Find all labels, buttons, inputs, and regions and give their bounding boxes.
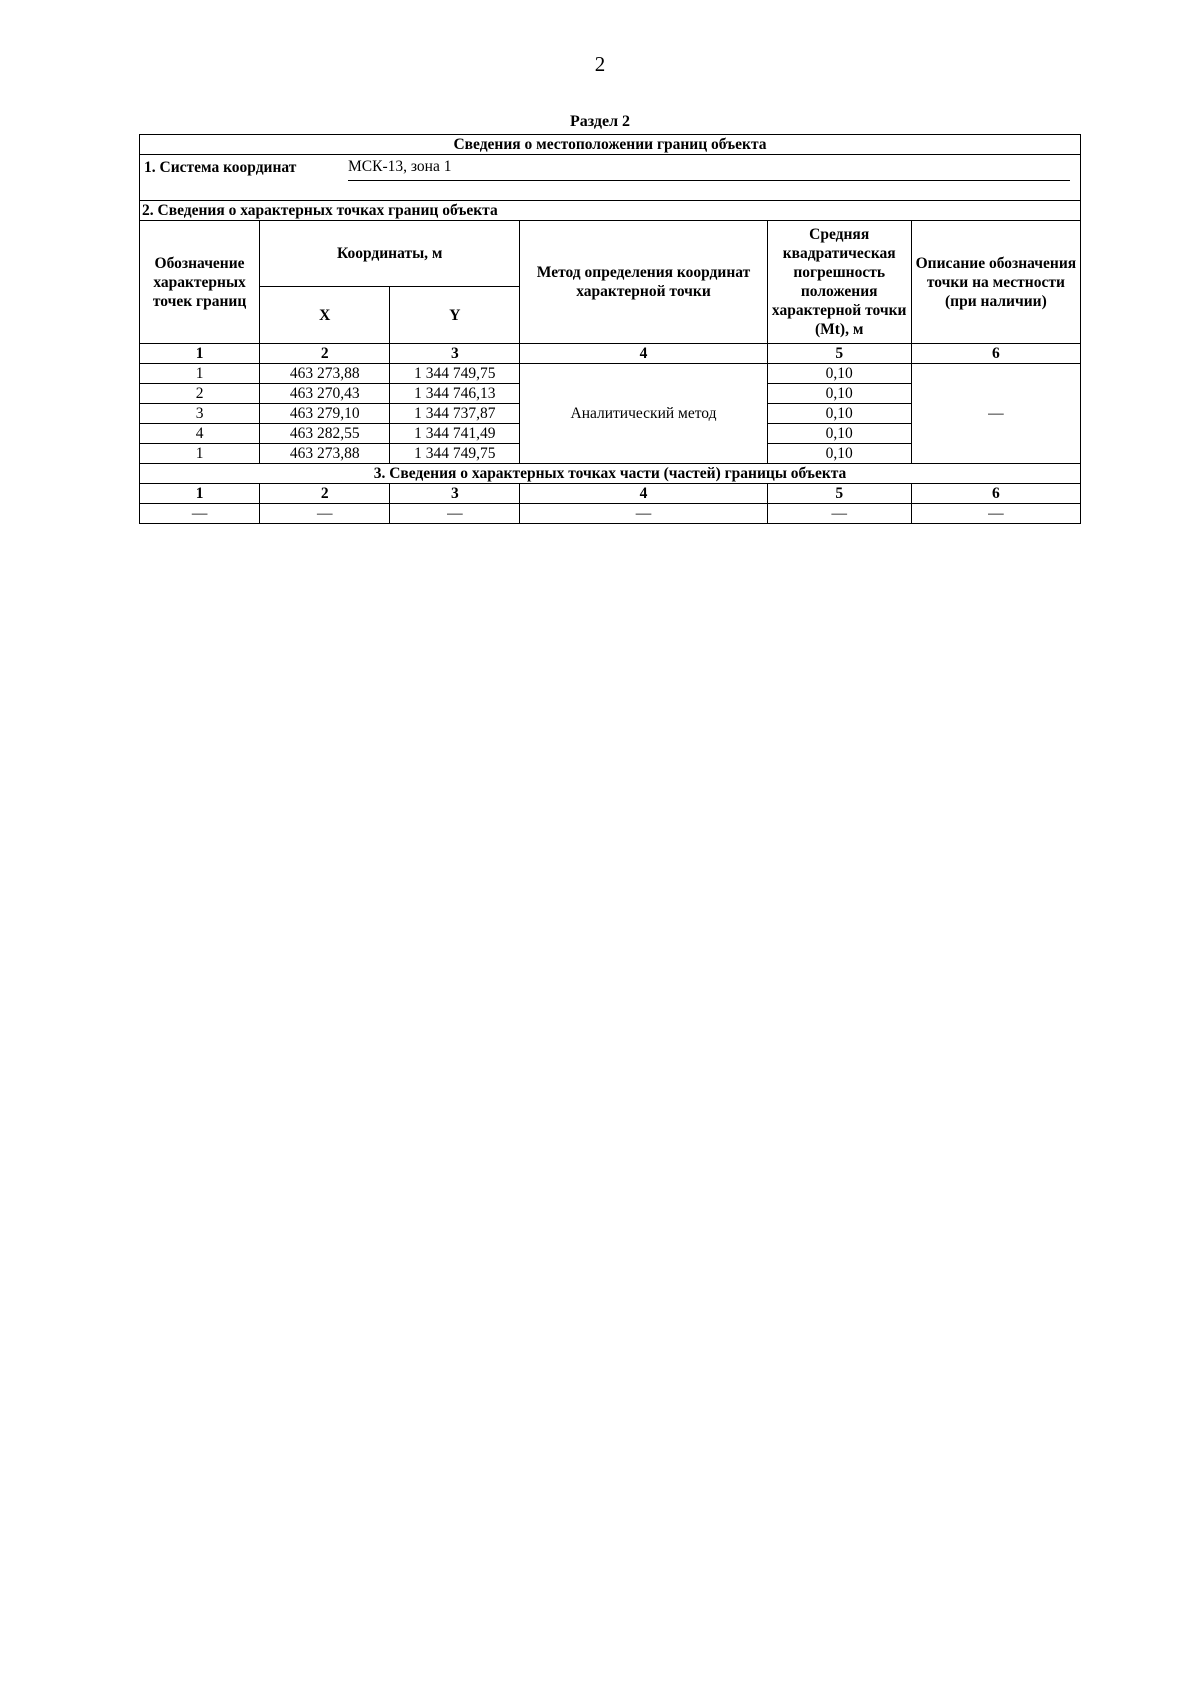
parts-cell: — <box>767 504 911 524</box>
description-value: — <box>911 364 1080 464</box>
point-id: 1 <box>140 444 260 464</box>
page-number: 2 <box>594 52 606 76</box>
coordinate-system-label: 1. Система координат <box>144 159 297 176</box>
column-number: 5 <box>767 344 911 364</box>
column-number: 3 <box>390 484 520 504</box>
point-id: 4 <box>140 424 260 444</box>
column-number: 6 <box>911 484 1080 504</box>
method-value: Аналитический метод <box>520 364 767 464</box>
parts-cell: — <box>520 504 767 524</box>
point-id: 2 <box>140 384 260 404</box>
column-number: 5 <box>767 484 911 504</box>
parts-cell: — <box>390 504 520 524</box>
parts-cell: — <box>140 504 260 524</box>
points-section-title: 2. Сведения о характерных точках границ объекта <box>140 201 1081 221</box>
point-y: 1 344 749,75 <box>390 364 520 384</box>
point-id: 1 <box>140 364 260 384</box>
column-number: 1 <box>140 484 260 504</box>
table-row <box>140 504 1081 524</box>
parts-cell: — <box>911 504 1080 524</box>
coordinate-system-underline <box>348 180 1070 181</box>
point-x: 463 273,88 <box>260 364 390 384</box>
coordinate-system-row <box>140 155 1081 201</box>
column-number: 3 <box>390 344 520 364</box>
boundary-table <box>139 134 1081 524</box>
column-number: 4 <box>520 344 767 364</box>
header-coordinates: Координаты, м <box>260 221 520 287</box>
coordinate-system-value: МСК-13, зона 1 <box>348 158 452 175</box>
header-mean-error: Средняя квадратическая погрешность положения характерной точки (Mt), м <box>767 221 911 344</box>
point-id: 3 <box>140 404 260 424</box>
header-y: Y <box>390 287 520 344</box>
section-title: Раздел 2 <box>569 113 631 130</box>
header-method: Метод определения координат характерной точки <box>520 221 767 344</box>
column-number: 2 <box>260 344 390 364</box>
point-mt: 0,10 <box>767 424 911 444</box>
header-point-designation: Обозначение характерных точек границ <box>140 221 260 344</box>
point-y: 1 344 741,49 <box>390 424 520 444</box>
parts-cell: — <box>260 504 390 524</box>
header-description: Описание обозначения точки на местности (при наличии) <box>911 221 1080 344</box>
parts-section-title: 3. Сведения о характерных точках части (частей) границы объекта <box>140 464 1081 484</box>
point-x: 463 282,55 <box>260 424 390 444</box>
point-y: 1 344 746,13 <box>390 384 520 404</box>
column-number: 1 <box>140 344 260 364</box>
point-mt: 0,10 <box>767 404 911 424</box>
table-row <box>140 364 1081 384</box>
point-y: 1 344 749,75 <box>390 444 520 464</box>
point-mt: 0,10 <box>767 444 911 464</box>
table-title: Сведения о местоположении границ объекта <box>140 135 1081 155</box>
column-number: 2 <box>260 484 390 504</box>
column-number: 6 <box>911 344 1080 364</box>
point-mt: 0,10 <box>767 364 911 384</box>
point-x: 463 273,88 <box>260 444 390 464</box>
point-mt: 0,10 <box>767 384 911 404</box>
header-x: X <box>260 287 390 344</box>
column-number: 4 <box>520 484 767 504</box>
point-x: 463 270,43 <box>260 384 390 404</box>
point-y: 1 344 737,87 <box>390 404 520 424</box>
point-x: 463 279,10 <box>260 404 390 424</box>
